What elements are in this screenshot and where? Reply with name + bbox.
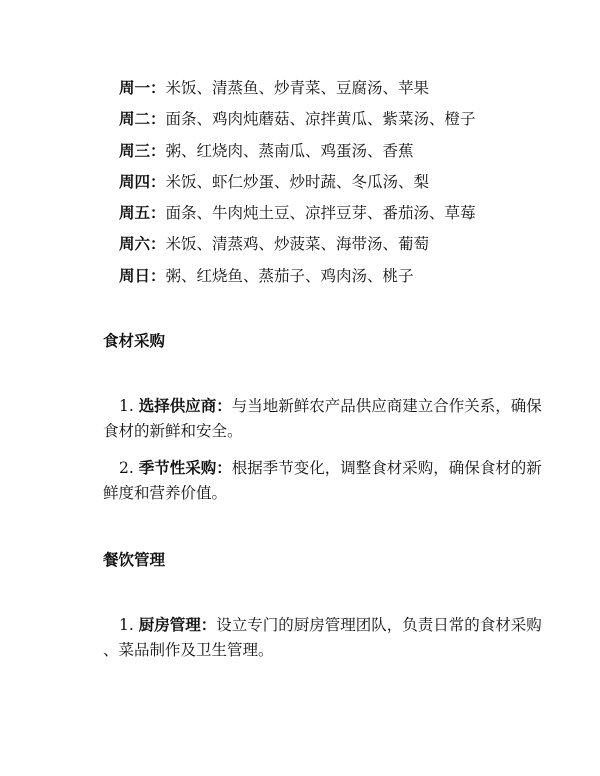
menu-item-friday bbox=[119, 203, 476, 223]
menu-dishes: 粥、红烧鱼、蒸茄子、鸡肉汤、桃子 bbox=[165, 266, 414, 285]
menu-day-label: 周四： bbox=[119, 172, 166, 191]
menu-dishes: 面条、鸡肉炖蘑菇、凉拌黄瓜、紫菜汤、橙子 bbox=[165, 110, 476, 129]
paragraph-first-line bbox=[103, 394, 542, 419]
menu-day-label: 周二： bbox=[119, 110, 166, 129]
menu-day-label: 周日： bbox=[119, 266, 166, 285]
item-term: 季节性采购： bbox=[138, 459, 232, 477]
menu-dishes: 面条、牛肉炖土豆、凉拌豆芽、番茄汤、草莓 bbox=[165, 204, 476, 223]
item-number: 2. bbox=[119, 459, 139, 477]
menu-dishes: 米饭、清蒸鸡、炒菠菜、海带汤、葡萄 bbox=[165, 235, 430, 254]
item-text-line2: 、菜品制作及卫生管理。 bbox=[103, 641, 274, 659]
procurement-item-suppliers bbox=[103, 394, 542, 444]
menu-dishes: 米饭、清蒸鱼、炒青菜、豆腐汤、苹果 bbox=[165, 79, 430, 97]
item-text-line2: 鲜度和营养价值。 bbox=[103, 484, 228, 502]
item-number: 1. bbox=[119, 616, 139, 634]
item-text-line2: 食材的新鲜和安全。 bbox=[103, 422, 243, 440]
weekly-menu-list bbox=[119, 78, 476, 297]
menu-item-wednesday bbox=[119, 141, 476, 161]
item-term: 厨房管理： bbox=[138, 616, 217, 634]
paragraph-first-line bbox=[103, 613, 542, 638]
menu-item-tuesday bbox=[119, 109, 476, 129]
procurement-item-seasonal bbox=[103, 456, 542, 506]
item-term: 选择供应商： bbox=[138, 397, 232, 415]
catering-heading: 餐饮管理 bbox=[103, 551, 166, 569]
item-text-line1: 设立专门的厨房管理团队，负责日常的食材采购 bbox=[216, 616, 542, 634]
item-text-line1: 与当地新鲜农产品供应商建立合作关系，确保 bbox=[231, 397, 542, 415]
menu-dishes: 米饭、虾仁炒蛋、炒时蔬、冬瓜汤、梨 bbox=[165, 172, 430, 191]
procurement-heading: 食材采购 bbox=[103, 332, 166, 350]
catering-item-kitchen bbox=[103, 613, 542, 663]
menu-day-label: 周三： bbox=[119, 141, 166, 160]
menu-day-label: 周一： bbox=[119, 79, 166, 97]
menu-item-monday bbox=[119, 78, 476, 98]
menu-item-saturday bbox=[119, 234, 476, 254]
menu-day-label: 周六： bbox=[119, 235, 166, 254]
menu-item-thursday bbox=[119, 172, 476, 192]
menu-item-sunday bbox=[119, 266, 476, 286]
item-number: 1. bbox=[119, 397, 139, 415]
menu-day-label: 周五： bbox=[119, 204, 166, 223]
menu-dishes: 粥、红烧肉、蒸南瓜、鸡蛋汤、香蕉 bbox=[165, 141, 414, 160]
paragraph-first-line bbox=[103, 456, 542, 481]
item-text-line1: 根据季节变化，调整食材采购，确保食材的新 bbox=[231, 459, 542, 477]
